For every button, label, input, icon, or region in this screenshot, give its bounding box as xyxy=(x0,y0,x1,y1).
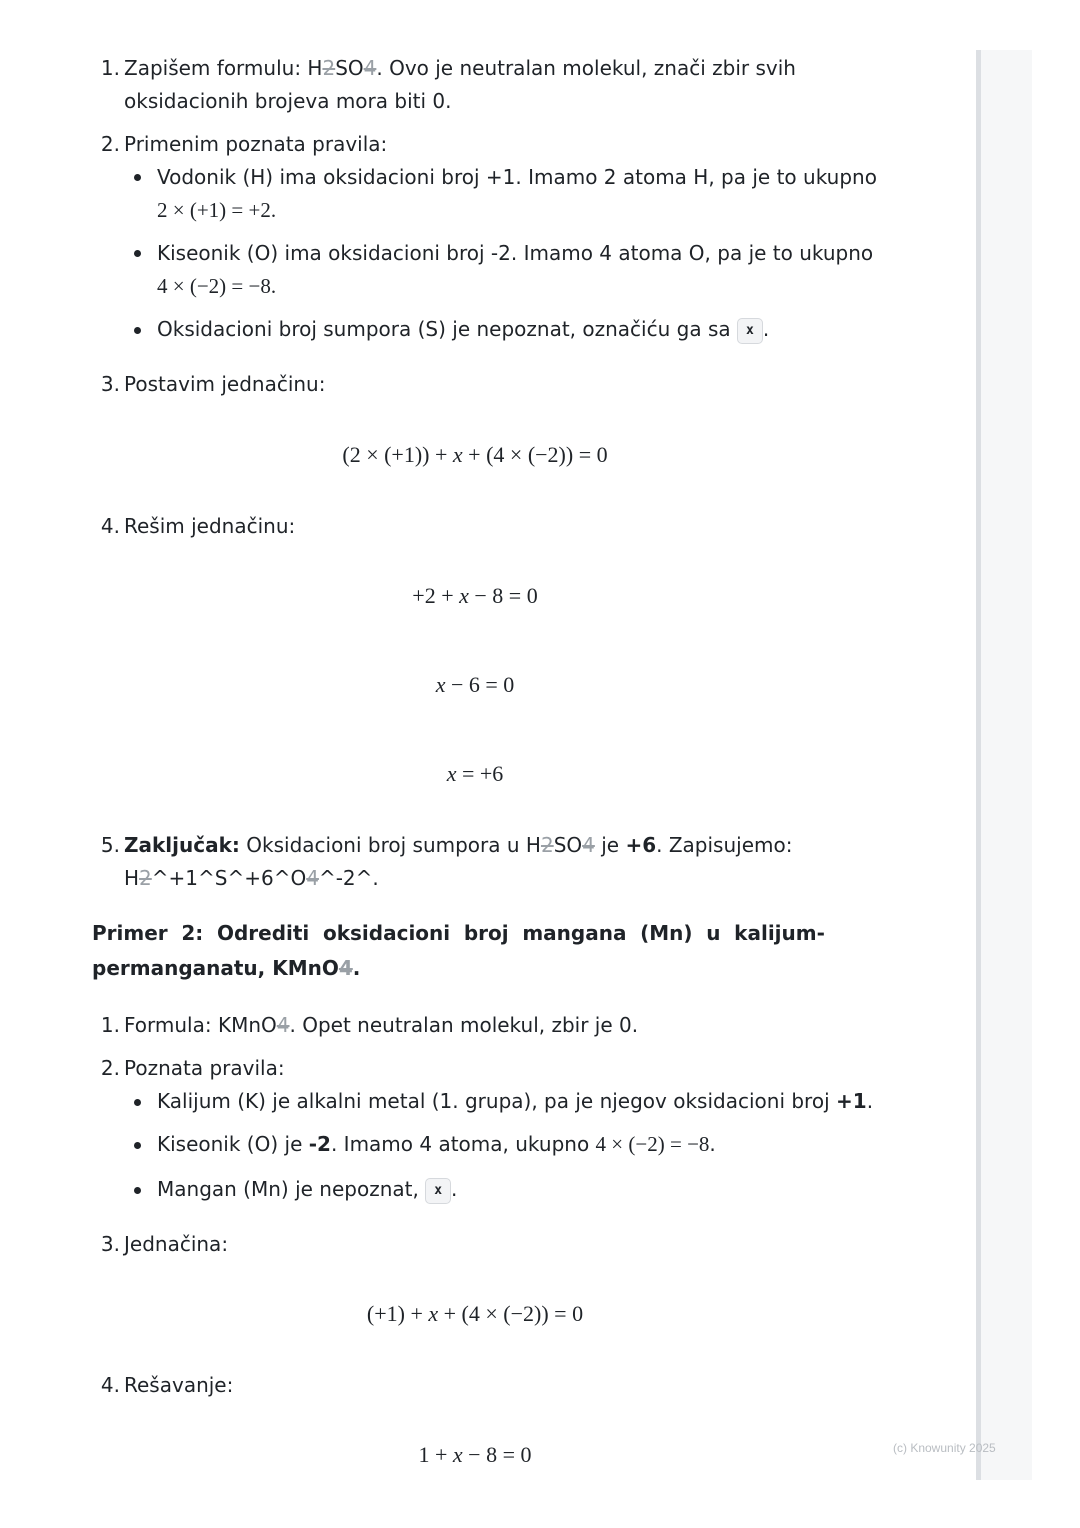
list-number: 4. xyxy=(100,1373,120,1397)
bullet-dot xyxy=(134,1142,141,1149)
bullet-oxygen-2: Kiseonik (O) je -2. Imamo 4 atoma, ukupno 4 × (−2) = −8. xyxy=(157,1132,716,1156)
p2-step4-title: Rešavanje: xyxy=(124,1373,234,1397)
bullet-dot xyxy=(134,1099,141,1106)
list-number: 3. xyxy=(100,1232,120,1256)
bullet-dot xyxy=(134,174,141,181)
bullet-manganese: Mangan (Mn) je nepoznat, x . xyxy=(157,1173,457,1206)
conclusion-line2: H2^+1^S^+6^O4^-2^. xyxy=(124,866,379,890)
bullet-potassium: Kalijum (K) je alkalni metal (1. grupa), pa je njegov oksidacioni broj +1. xyxy=(157,1089,874,1113)
conclusion-line1: Zaključak: Oksidacioni broj sumpora u H2SO4 je +6. Zapisujemo: xyxy=(124,833,793,857)
bullet-oxygen: Kiseonik (O) ima oksidacioni broj -2. Imamo 4 atoma O, pa je to ukupno xyxy=(157,241,874,265)
p2-step2-title: Poznata pravila: xyxy=(124,1056,285,1080)
list-number: 2. xyxy=(100,1056,120,1080)
list-number: 1. xyxy=(100,1013,120,1037)
right-sidebar xyxy=(976,50,1032,1480)
bullet-dot xyxy=(134,250,141,257)
list-number: 1. xyxy=(100,56,120,80)
code-x: x xyxy=(737,318,763,344)
math-hydrogen: 2 × (+1) = +2. xyxy=(157,198,277,222)
equation-step1: +2 + x − 8 = 0 xyxy=(412,583,538,608)
step1-line1: Zapišem formulu: H2SO4. Ovo je neutralan molekul, znači zbir svih xyxy=(124,56,796,80)
step1-line2: oksidacionih brojeva mora biti 0. xyxy=(124,89,452,113)
equation-p2-setup: (+1) + x + (4 × (−2)) = 0 xyxy=(366,1301,584,1326)
bullet-sulfur: Oksidacioni broj sumpora (S) je nepoznat, označiću ga sa x . xyxy=(157,313,769,346)
watermark: (c) Knowunity 2025 xyxy=(893,1441,996,1455)
equation-setup: (2 × (+1)) + x + (4 × (−2)) = 0 xyxy=(342,442,608,467)
bullet-hydrogen: Vodonik (H) ima oksidacioni broj +1. Imamo 2 atoma H, pa je to ukupno xyxy=(157,165,877,189)
example2-heading: Primer 2: Odrediti oksidacioni broj mangana (Mn) u kalijum- permanganatu, KMnO4. xyxy=(92,921,825,980)
p2-step1: Formula: KMnO4. Opet neutralan molekul, zbir je 0. xyxy=(124,1013,639,1037)
code-x: x xyxy=(425,1178,451,1204)
list-number: 2. xyxy=(100,132,120,156)
equation-step3: x = +6 xyxy=(446,761,504,786)
math-oxygen: 4 × (−2) = −8. xyxy=(157,274,277,298)
step4-title: Rešim jednačinu: xyxy=(124,514,296,538)
step3-title: Postavim jednačinu: xyxy=(124,372,326,396)
list-number: 4. xyxy=(100,514,120,538)
equation-p2-step1: 1 + x − 8 = 0 xyxy=(418,1442,532,1467)
equation-step2: x − 6 = 0 xyxy=(435,672,515,697)
bullet-dot xyxy=(134,1187,141,1194)
list-number: 5. xyxy=(100,833,120,857)
step2-title: Primenim poznata pravila: xyxy=(124,132,388,156)
p2-step3-title: Jednačina: xyxy=(124,1232,229,1256)
list-number: 3. xyxy=(100,372,120,396)
bullet-dot xyxy=(134,327,141,334)
